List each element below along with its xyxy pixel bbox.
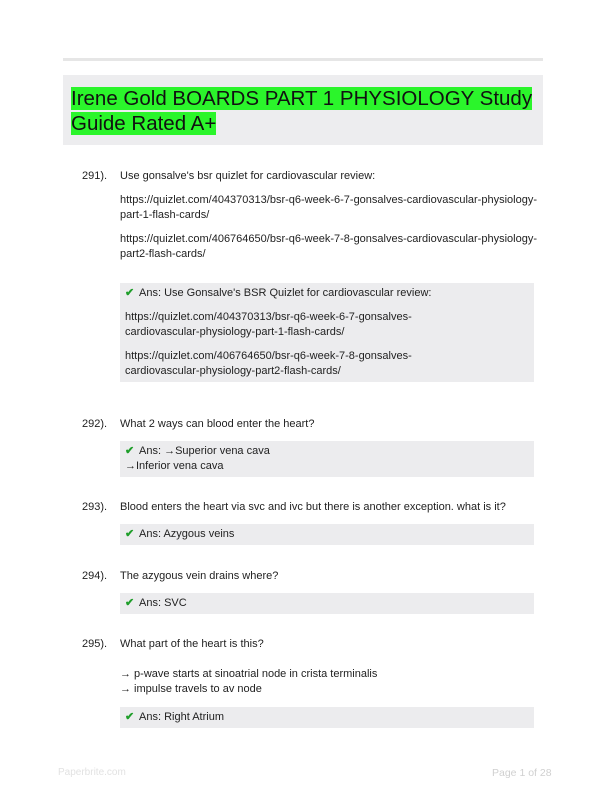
- checkmark-icon: ✔: [125, 711, 135, 723]
- question-number: 294).: [82, 570, 108, 582]
- document-title: Irene Gold BOARDS PART 1 PHYSIOLOGY Study Guide Rated A+: [71, 87, 533, 135]
- answer-line: ✔ Ans: Use Gonsalve's BSR Quizlet for cardiovascular review:: [125, 287, 432, 299]
- answer-line: https://quizlet.com/406764650/bsr-q6-week-7-8-gonsalves-cardiovascular-physiology-part2-flash-cards/: [125, 350, 412, 377]
- answer-line: ✔ Ans: →Superior vena cava: [125, 445, 270, 457]
- question-line: Blood enters the heart via svc and ivc but there is another exception. what is it?: [120, 501, 506, 513]
- page-number: Page 1 of 28: [492, 767, 552, 779]
- top-divider: [63, 58, 543, 61]
- question-text: [120, 417, 540, 441]
- answer-box: [120, 441, 534, 477]
- answer-box: [120, 593, 534, 614]
- question-line: Use gonsalve's bsr quizlet for cardiovascular review:: [120, 170, 376, 182]
- checkmark-icon: ✔: [125, 597, 135, 609]
- answer-line: ✔ Ans: Azygous veins: [125, 528, 235, 540]
- question-text: [120, 637, 540, 697]
- answer-box: [120, 524, 534, 545]
- question-line: What part of the heart is this?: [120, 638, 264, 650]
- question-line: https://quizlet.com/404370313/bsr-q6-week-6-7-gonsalves-cardiovascular-physiology-part-1-flash-cards/: [120, 194, 537, 221]
- question-line: → impulse travels to av node: [120, 683, 262, 695]
- checkmark-icon: ✔: [125, 528, 135, 540]
- question-line: What 2 ways can blood enter the heart?: [120, 418, 315, 430]
- question-line: → p-wave starts at sinoatrial node in crista terminalis: [120, 668, 378, 680]
- question-text: [120, 569, 540, 593]
- answer-line: →Inferior vena cava: [125, 460, 224, 472]
- answer-box: [120, 283, 534, 382]
- answer-line: ✔ Ans: SVC: [125, 597, 187, 609]
- answer-line: ✔ Ans: Right Atrium: [125, 711, 224, 723]
- question-number: 292).: [82, 418, 108, 430]
- answer-box: [120, 707, 534, 728]
- checkmark-icon: ✔: [125, 287, 135, 299]
- question-number: 293).: [82, 501, 108, 513]
- question-number: 295).: [82, 638, 108, 650]
- footer-source: Paperbrite.com: [58, 767, 126, 778]
- question-number: 291).: [82, 170, 108, 182]
- question-text: [120, 169, 540, 271]
- question-line: The azygous vein drains where?: [120, 570, 279, 582]
- answer-line: https://quizlet.com/404370313/bsr-q6-week-6-7-gonsalves-cardiovascular-physiology-part-1-flash-cards/: [125, 311, 412, 338]
- checkmark-icon: ✔: [125, 445, 135, 457]
- question-line: https://quizlet.com/406764650/bsr-q6-week-7-8-gonsalves-cardiovascular-physiology-part2-flash-cards/: [120, 233, 537, 260]
- question-text: [120, 500, 540, 524]
